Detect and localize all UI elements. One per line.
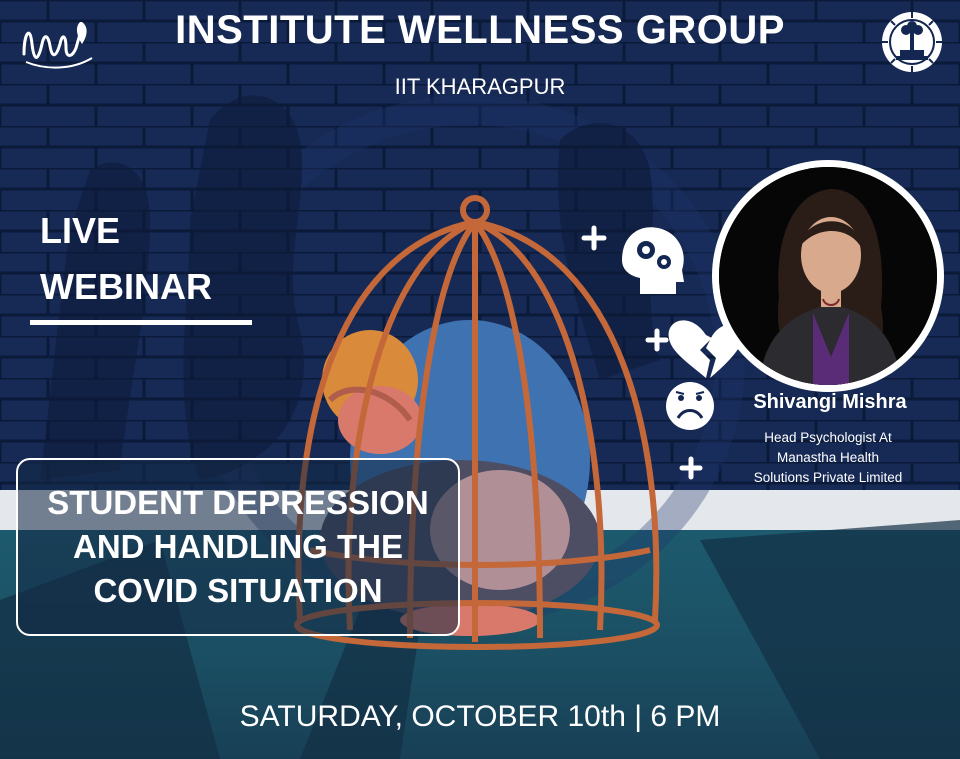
speaker-name: Shivangi Mishra bbox=[753, 391, 907, 413]
speaker-photo bbox=[719, 167, 937, 385]
topic-line-3: COVID SITUATION bbox=[93, 572, 383, 609]
live-label: LIVE bbox=[40, 210, 121, 251]
speaker-role-line-2: Manastha Health bbox=[776, 450, 880, 465]
plus-icon bbox=[584, 228, 604, 248]
speaker-role-line-3: Solutions Private Limited bbox=[753, 470, 903, 485]
topic-line-1: STUDENT DEPRESSION bbox=[47, 484, 429, 521]
topic-title bbox=[23, 481, 453, 613]
iwg-logo-icon bbox=[16, 14, 98, 70]
symptom-icons bbox=[560, 210, 740, 490]
speaker-portrait bbox=[719, 167, 937, 385]
sad-face-icon bbox=[666, 382, 714, 430]
speaker-role-line-1: Head Psychologist At bbox=[764, 430, 892, 445]
page-subtitle: IIT KHARAGPUR bbox=[394, 74, 566, 99]
topic-box bbox=[16, 458, 460, 636]
heading-underline bbox=[30, 320, 252, 325]
topic-line-2: AND HANDLING THE bbox=[73, 528, 403, 565]
live-webinar-heading bbox=[40, 203, 212, 315]
plus-icon bbox=[648, 331, 666, 349]
iit-kharagpur-seal-icon bbox=[880, 10, 944, 74]
event-date: SATURDAY, OCTOBER 10th | 6 PM bbox=[239, 700, 721, 733]
speaker-role bbox=[728, 428, 928, 488]
page-title: INSTITUTE WELLNESS GROUP bbox=[175, 8, 785, 52]
plus-icon bbox=[682, 459, 700, 477]
webinar-label: WEBINAR bbox=[40, 266, 212, 307]
brain-gears-icon bbox=[622, 227, 684, 294]
